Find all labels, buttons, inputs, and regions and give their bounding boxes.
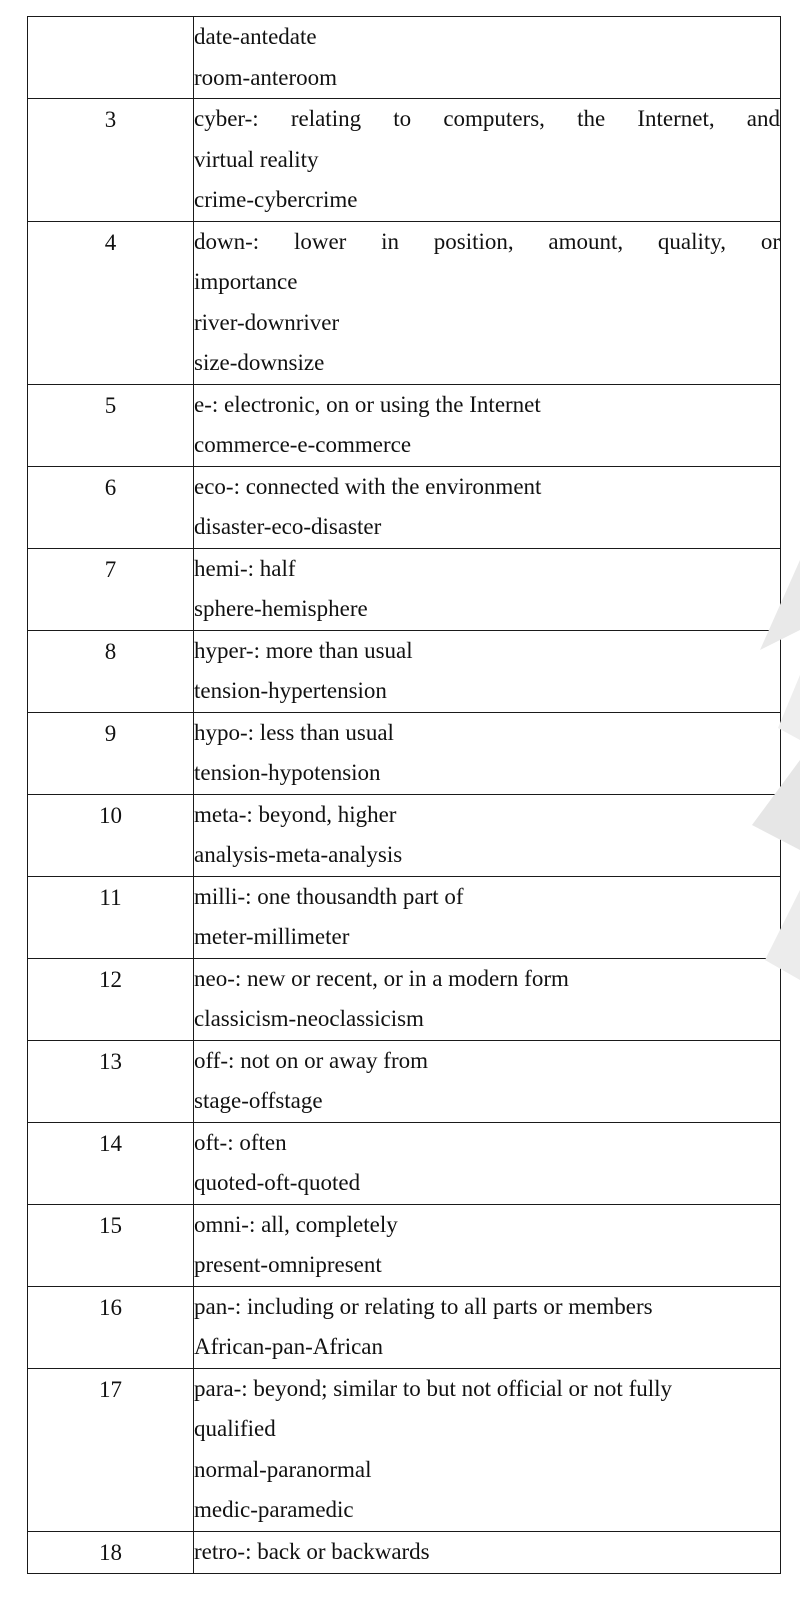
prefix-table-body: [28, 17, 781, 1574]
prefix-entry: [194, 876, 781, 958]
row-number: 7: [28, 548, 194, 630]
entry-line: importance: [194, 269, 298, 294]
row-number: 14: [28, 1122, 194, 1204]
prefix-definition: hyper-: more than usual: [194, 637, 413, 663]
entry-line: crime-cybercrime: [194, 187, 358, 212]
row-number: 9: [28, 712, 194, 794]
table-row: [28, 17, 781, 99]
entry-line: river-downriver: [194, 309, 340, 335]
entry-line: commerce-e-commerce: [194, 432, 412, 457]
prefix-entry: [194, 794, 781, 876]
table-row: [28, 466, 781, 548]
table-row: [28, 1368, 781, 1531]
prefix-definition: hypo-: less than usual: [194, 719, 394, 745]
row-number: 13: [28, 1040, 194, 1122]
prefix-entry: [194, 1531, 781, 1573]
entry-line: analysis-meta-analysis: [194, 842, 403, 867]
row-number: 10: [28, 794, 194, 876]
prefix-definition: cyber-: relating to computers, the Internet, and: [194, 106, 780, 131]
table-row: [28, 1531, 781, 1573]
prefix-definition: e-: electronic, on or using the Internet: [194, 391, 541, 417]
entry-line: virtual reality: [194, 146, 319, 172]
table-row: [28, 794, 781, 876]
table-row: [28, 221, 781, 384]
entry-line: African-pan-African: [194, 1334, 383, 1359]
entry-line: present-omnipresent: [194, 1252, 382, 1277]
entry-line: stage-offstage: [194, 1088, 323, 1113]
table-row: [28, 712, 781, 794]
row-number: 15: [28, 1204, 194, 1286]
row-number: 12: [28, 958, 194, 1040]
row-number: [28, 17, 194, 99]
table-row: [28, 1122, 781, 1204]
prefix-table: [27, 16, 781, 1574]
entry-line: tension-hypotension: [194, 760, 381, 785]
entry-line: sphere-hemisphere: [194, 596, 368, 621]
table-row: [28, 1204, 781, 1286]
prefix-definition: para-: beyond; similar to but not official or not fully: [194, 1375, 673, 1401]
prefix-entry: [194, 17, 781, 99]
entry-line: tension-hypertension: [194, 678, 387, 703]
prefix-definition: oft-: often: [194, 1129, 287, 1155]
prefix-entry: [194, 1204, 781, 1286]
prefix-entry: [194, 221, 781, 384]
table-row: [28, 1040, 781, 1122]
prefix-entry: [194, 384, 781, 466]
table-row: [28, 384, 781, 466]
prefix-entry: [194, 99, 781, 222]
prefix-entry: [194, 1368, 781, 1531]
row-number: 4: [28, 221, 194, 384]
prefix-entry: [194, 630, 781, 712]
prefix-entry: [194, 712, 781, 794]
entry-line: quoted-oft-quoted: [194, 1170, 361, 1195]
entry-line: room-anteroom: [194, 64, 338, 90]
prefix-definition: omni-: all, completely: [194, 1211, 398, 1237]
entry-line: disaster-eco-disaster: [194, 514, 382, 539]
prefix-definition: eco-: connected with the environment: [194, 473, 542, 499]
prefix-entry: [194, 1040, 781, 1122]
row-number: 6: [28, 466, 194, 548]
prefix-entry: [194, 1286, 781, 1368]
entry-line: medic-paramedic: [194, 1497, 354, 1522]
prefix-entry: [194, 466, 781, 548]
row-number: 8: [28, 630, 194, 712]
table-row: [28, 1286, 781, 1368]
row-number: 11: [28, 876, 194, 958]
entry-line: qualified: [194, 1416, 276, 1441]
table-row: [28, 630, 781, 712]
prefix-entry: [194, 1122, 781, 1204]
row-number: 18: [28, 1531, 194, 1573]
prefix-definition: neo-: new or recent, or in a modern form: [194, 965, 569, 991]
row-number: 5: [28, 384, 194, 466]
prefix-definition: meta-: beyond, higher: [194, 801, 397, 827]
row-number: 3: [28, 99, 194, 222]
row-number: 17: [28, 1368, 194, 1531]
table-row: [28, 876, 781, 958]
table-row: [28, 958, 781, 1040]
prefix-definition: milli-: one thousandth part of: [194, 883, 464, 909]
entry-line: size-downsize: [194, 350, 325, 375]
entry-line: date-antedate: [194, 24, 317, 49]
prefix-definition: hemi-: half: [194, 555, 296, 581]
row-number: 16: [28, 1286, 194, 1368]
prefix-definition: retro-: back or backwards: [194, 1538, 430, 1564]
prefix-definition: off-: not on or away from: [194, 1047, 428, 1073]
prefix-entry: [194, 548, 781, 630]
prefix-definition: pan-: including or relating to all parts or members: [194, 1293, 653, 1319]
prefix-definition: down-: lower in position, amount, quality, or: [194, 228, 780, 254]
table-row: [28, 99, 781, 222]
entry-line: classicism-neoclassicism: [194, 1006, 424, 1031]
entry-line: normal-paranormal: [194, 1456, 372, 1482]
table-row: [28, 548, 781, 630]
entry-line: meter-millimeter: [194, 924, 350, 949]
prefix-entry: [194, 958, 781, 1040]
